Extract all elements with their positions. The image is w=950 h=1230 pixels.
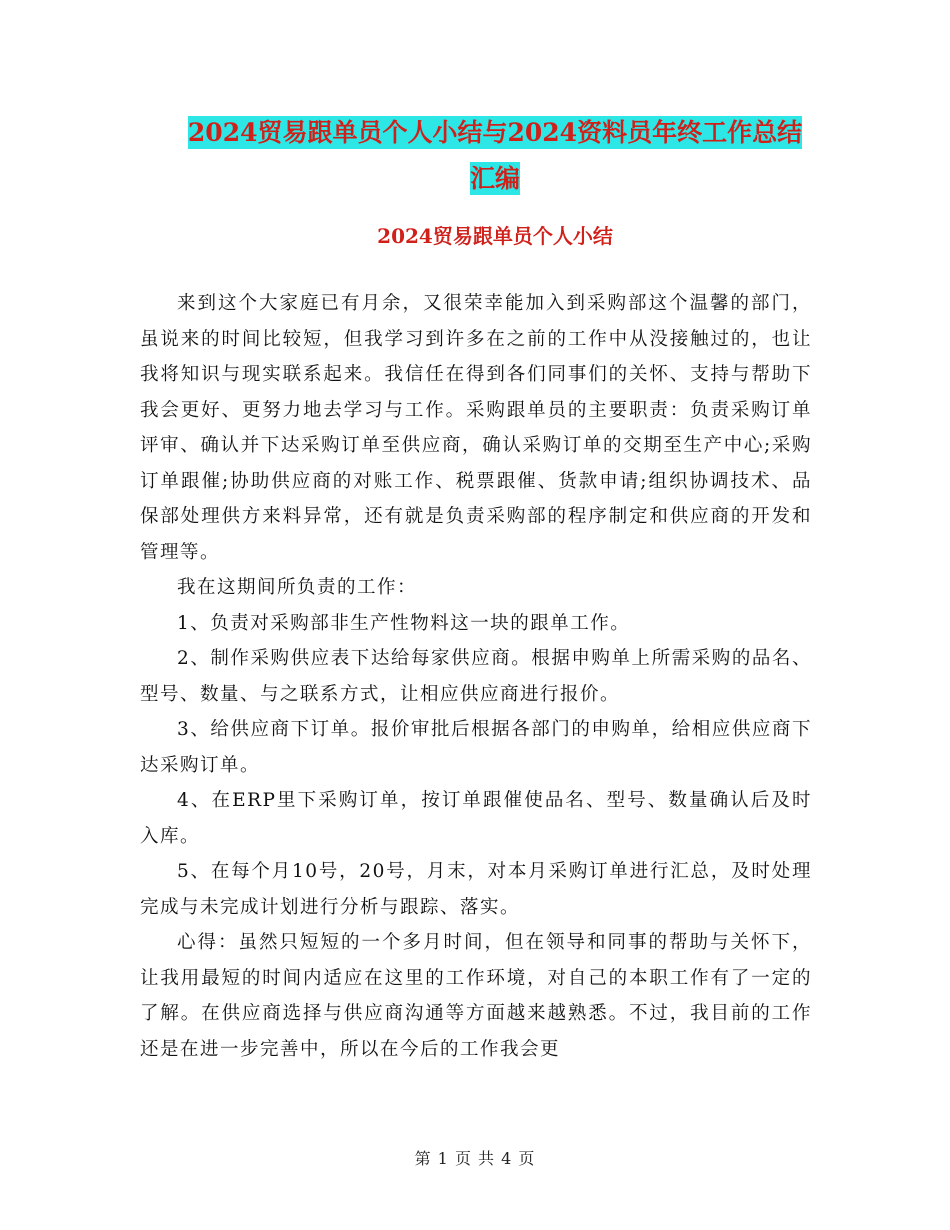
page-footer: 第 1 页 共 4 页 xyxy=(414,1149,536,1168)
paragraph: 心得：虽然只短短的一个多月时间，但在领导和同事的帮助与关怀下，让我用最短的时间内适应在这里的工作环境，对自己的本职工作有了一定的了解。在供应商选择与供应商沟通等方面越来越熟悉。不过，我目前的工作还是在进一步完善中，所以在今后的工作我会更 xyxy=(140,932,812,1060)
document-title xyxy=(140,110,850,202)
paragraph: 2、制作采购供应表下达给每家供应商。根据申购单上所需采购的品名、型号、数量、与之联系方式，让相应供应商进行报价。 xyxy=(140,648,812,705)
body-text xyxy=(140,286,812,1067)
paragraph: 3、给供应商下订单。报价审批后根据各部门的申购单，给相应供应商下达采购订单。 xyxy=(140,719,812,776)
section-title: 2024贸易跟单员个人小结 xyxy=(377,224,613,248)
paragraph: 我在这期间所负责的工作： xyxy=(177,577,418,598)
title-line-1: 2024贸易跟单员个人小结与2024资料员年终工作总结 xyxy=(187,118,803,147)
paragraph: 4、在ERP里下采购订单，按订单跟催使品名、型号、数量确认后及时入库。 xyxy=(140,790,812,847)
paragraph: 5、在每个月10号，20号，月末，对本月采购订单进行汇总，及时处理完成与未完成计划进行分析与跟踪、落实。 xyxy=(140,861,812,918)
paragraph: 1、负责对采购部非生产性物料这一块的跟单工作。 xyxy=(177,612,631,634)
paragraph: 来到这个大家庭已有月余，又很荣幸能加入到采购部这个温馨的部门，虽说来的时间比较短，但我学习到许多在之前的工作中从没接触过的，也让我将知识与现实联系起来。我信任在得到各们同事们的关怀、支持与帮助下我会更好、更努力地去学习与工作。采购跟单员的主要职责：负责采购订单评审、确认并下达采购订单至供应商，确认采购订单的交期至生产中心;采购订单跟催;协助供应商的对账工作、税票跟催、货款申请;组织协调技术、品保部处理供方来料异常，还有就是负责采购部的程序制定和供应商的开发和管理等。 xyxy=(140,293,812,563)
title-line-2: 汇编 xyxy=(469,164,520,193)
